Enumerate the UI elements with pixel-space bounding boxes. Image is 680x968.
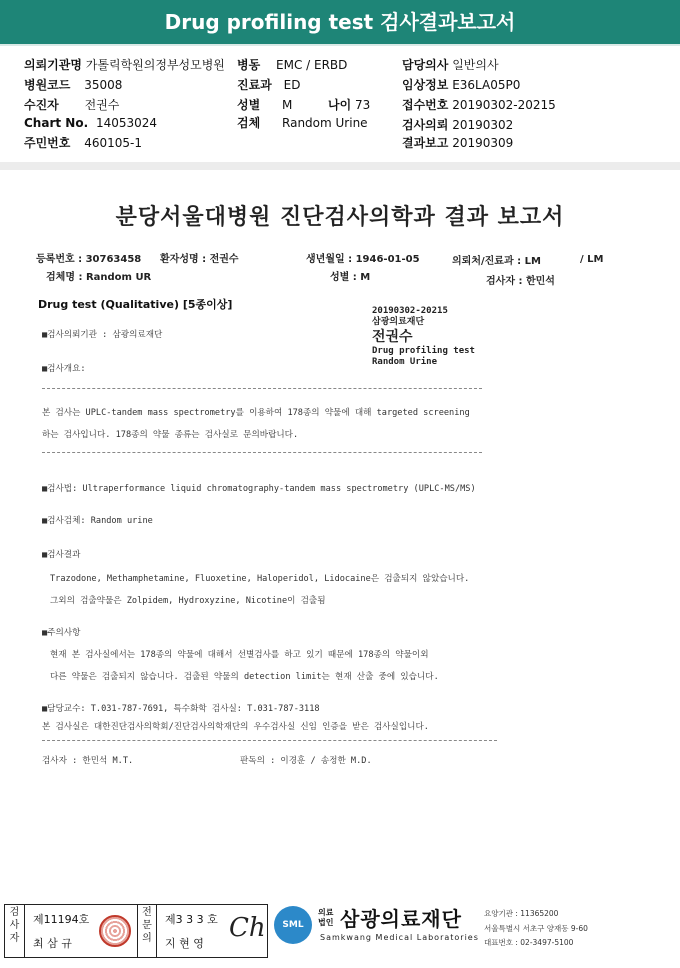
stamp-receipt-number: 20190302-20215: [372, 306, 448, 316]
sex-row: [237, 96, 292, 113]
footer: [0, 900, 680, 968]
sml-logo-icon: SML: [274, 906, 312, 944]
doctor-row: [402, 56, 499, 73]
report-date-value: 20190309: [452, 136, 514, 150]
stamp-specimen: Random Urine: [372, 357, 438, 367]
doctor-value: 일반의사: [452, 58, 499, 72]
stamp-patient: 전권수: [372, 329, 413, 345]
banner-divider: [0, 44, 680, 46]
report-title: 분당서울대병원 진단검사의학과 결과 보고서: [115, 205, 565, 230]
result-heading: ■검사결과: [42, 550, 81, 560]
org-type-line-2: 법인: [318, 918, 334, 927]
age-value: 73: [355, 98, 371, 112]
test-specimen: ■검사검체: Random urine: [42, 516, 153, 526]
doctor-label: 담당의사: [402, 58, 449, 72]
birth-date: 생년월일 : 1946-01-05: [306, 254, 420, 265]
examiner: 검사자 : 한민석: [486, 276, 555, 287]
institution-label: 의뢰기관명: [24, 58, 82, 72]
chart-value: 14053024: [95, 116, 158, 130]
contact-info: ■담당교수: T.031-787-7691, 특수화학 검사실: T.031-787-3118: [42, 704, 320, 714]
patient-sex: 성별 : M: [330, 272, 371, 283]
hospital-code-value: 35008: [84, 78, 123, 92]
specimen-value: Random Urine: [282, 116, 368, 130]
clinical-label: 임상정보: [402, 78, 449, 92]
organization-phone: 대표번호 : 02-3497-5100: [484, 938, 574, 947]
divider-line: [42, 740, 497, 741]
client-department-secondary: / LM: [580, 254, 604, 265]
chart-row: [24, 116, 157, 130]
caution-heading: ■주의사항: [42, 628, 81, 638]
org-type-line-1: 의료: [318, 908, 334, 917]
caution-line-1: 현재 본 검사실에서는 178종의 약물에 대해서 선별검사를 하고 있기 때문에 178종의 약물이외: [50, 650, 429, 660]
patient-row: [24, 96, 119, 113]
dept-row: [237, 76, 300, 93]
clinical-value: E36LA05P0: [452, 78, 521, 92]
stamp-test-name: Drug profiling test: [372, 346, 475, 356]
dept-label: 진료과: [237, 78, 272, 92]
request-label: 검사의뢰: [402, 118, 449, 132]
dept-value: ED: [283, 78, 301, 92]
overview-line-2: 하는 검사입니다. 178종의 약물 종류는 검사실로 문의바랍니다.: [42, 430, 299, 440]
request-row: [402, 116, 513, 133]
organization-address: 서울특별시 서초구 양재동 9-60: [484, 924, 588, 933]
chart-label: Chart No.: [24, 116, 89, 130]
ward-row: [237, 56, 347, 73]
section-title: Drug test (Qualitative) [5종이상]: [38, 298, 233, 311]
clinical-row: [402, 76, 520, 93]
report-date-label: 결과보고: [402, 136, 449, 150]
result-line-2: 그외의 검출약물은 Zolpidem, Hydroxyzine, Nicotine이 검출됨: [50, 596, 326, 606]
specimen-name: 검체명 : Random UR: [46, 272, 152, 283]
org-type: [318, 908, 333, 928]
stamp-organization: 삼광의료재단: [372, 317, 425, 327]
age-row: [328, 96, 370, 113]
sex-label: 성별: [237, 98, 261, 112]
report-banner-title: Drug profiling test 검사결과보고서: [0, 0, 680, 44]
id-label: 주민번호: [24, 136, 71, 150]
receipt-value: 20190302-20215: [452, 98, 556, 112]
id-row: [24, 134, 142, 151]
organization-name: 삼광의료재단: [340, 907, 462, 931]
overview-line-1: 본 검사는 UPLC-tandem mass spectrometry를 이용하여 178종의 약물에 대해 targeted screening: [42, 408, 470, 418]
client-department: 의뢰처/진료과 : LM: [452, 256, 541, 267]
patient-name: 환자성명 : 전권수: [160, 254, 239, 265]
patient-label: 수진자: [24, 98, 59, 112]
red-seal-icon: [99, 915, 131, 947]
signature-box: [4, 904, 268, 958]
registration-number: 등록번호 : 30763458: [36, 254, 142, 265]
specialist-license: 제3 3 3 호: [165, 913, 218, 926]
divider-line: [42, 388, 482, 389]
examiner-license: 제11194호: [33, 913, 90, 926]
test-method: ■검사법: Ultraperformance liquid chromatography-tandem mass spectrometry (UPLC-MS/MS): [42, 484, 476, 494]
sex-value: M: [282, 98, 293, 112]
specialist-label: 전문의: [137, 905, 157, 957]
specimen-label: 검체: [237, 116, 261, 130]
examiner-signature: 검사자 : 한민석 M.T.: [42, 756, 134, 766]
requesting-agency: ■검사의뢰기관 : 삼광의료재단: [42, 330, 163, 340]
facility-code: 요양기관 : 11365200: [484, 909, 559, 918]
specimen-stamp: [372, 306, 475, 368]
id-value: 460105-1: [84, 136, 142, 150]
handwritten-signature-icon: Ch: [229, 913, 266, 943]
section-separator: [0, 162, 680, 170]
age-label: 나이: [328, 98, 352, 112]
specimen-row: [237, 114, 368, 131]
ward-label: 병동: [237, 58, 261, 72]
hospital-code-label: 병원코드: [24, 78, 71, 92]
caution-line-2: 다른 약물은 검출되지 않습니다. 검출된 약물의 detection limit는 현재 산출 중에 있습니다.: [50, 672, 439, 682]
institution-value: 가톨릭학원의정부성모병원: [85, 58, 225, 72]
patient-value: 전권수: [84, 98, 120, 112]
institution-row: [24, 56, 225, 73]
specialist-name: 지 현 영: [165, 937, 204, 950]
divider-line: [42, 452, 482, 453]
result-line-1: Trazodone, Methamphetamine, Fluoxetine, Haloperidol, Lidocaine은 검출되지 않았습니다.: [50, 574, 470, 584]
reader-signature: 판독의 : 이경훈 / 송정한 M.D.: [240, 756, 372, 766]
examiner-label: 검사자: [5, 905, 25, 957]
organization-english-name: Samkwang Medical Laboratories: [320, 933, 479, 942]
hospital-code-row: [24, 76, 122, 93]
embedded-report: [0, 170, 680, 888]
examiner-name: 최 삼 규: [33, 937, 72, 950]
certification-note: 본 검사실은 대한진단검사의학회/진단검사의학재단의 우수검사실 신임 인증을 받은 검사실입니다.: [42, 722, 429, 732]
overview-heading: ■검사개요:: [42, 364, 86, 374]
ward-value: EMC / ERBD: [276, 58, 348, 72]
receipt-row: [402, 96, 556, 113]
receipt-label: 접수번호: [402, 98, 449, 112]
report-date-row: [402, 134, 513, 151]
request-value: 20190302: [452, 118, 514, 132]
